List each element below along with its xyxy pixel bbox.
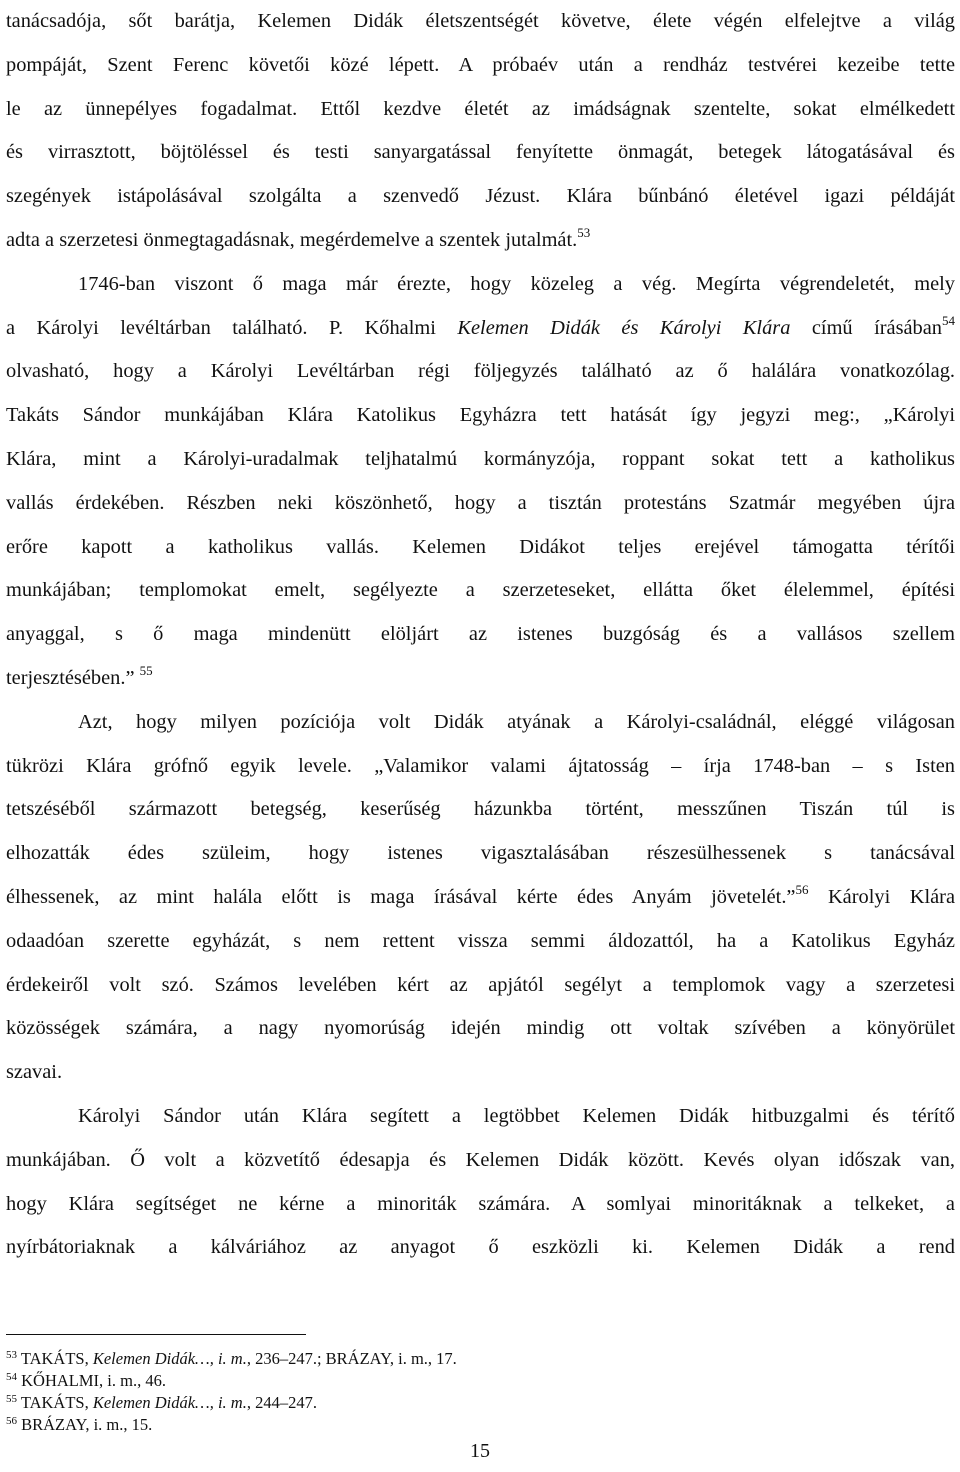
text-line: tetszéséből származott betegség, keserűség házunkba történt, messzűnen Tiszán túl is bbox=[6, 798, 955, 821]
text-line: Takáts Sándor munkájában Klára Katolikus Egyházra tett hatását így jegyzi meg:, „Károlyi bbox=[6, 404, 955, 427]
text-line: terjesztésében.” $^{55}$ bbox=[6, 662, 153, 689]
footnote: $^{53}$ TAKÁTS, Kelemen Didák…, i. m., 236–247.; BRÁZAY, i. m., 17. bbox=[6, 1349, 457, 1368]
footnote-ref: 54 bbox=[942, 312, 955, 328]
text-line: munkájában. Ő volt a közvetítő édesapja és Kelemen Didák között. Kevés olyan időszak van, bbox=[6, 1148, 955, 1171]
text-line: és virrasztott, böjtöléssel és testi sanyargatással fenyítette önmagát, betegek látogatásával és bbox=[6, 141, 955, 164]
text-line: pompáját, Szent Ferenc követői közé lépett. A próbaév után a rendház testvérei kezeibe tette bbox=[6, 53, 955, 76]
text-line: vallás érdekében. Részben neki köszönhető, hogy a tisztán protestáns Szatmár megyében újra bbox=[6, 491, 955, 514]
text-line: Klára, mint a Károlyi-uradalmak teljhatalmú kormányzója, roppant sokat tett a katholikus bbox=[6, 447, 955, 470]
page-number: 15 bbox=[470, 1440, 490, 1462]
footnote: $^{55}$ TAKÁTS, Kelemen Didák…, i. m., 244–247. bbox=[6, 1393, 317, 1412]
footnote: $^{54}$ KŐHALMI, i. m., 46. bbox=[6, 1371, 166, 1390]
footnote: $^{56}$ BRÁZAY, i. m., 15. bbox=[6, 1415, 153, 1434]
body-text bbox=[6, 0, 955, 1270]
footnote-ref: 56 bbox=[795, 881, 809, 897]
text-line: olvasható, hogy a Károlyi Levéltárban régi följegyzés található az ő halálára vonatkozólag. bbox=[6, 360, 955, 383]
text-line: adta a szerzetesi önmegtagadásnak, megérdemelve a szentek jutalmát.$^{53}$ bbox=[6, 224, 591, 251]
text-line: tükrözi Klára grófnő egyik levele. „Valamikor valami ájtatosság – írja 1748-ban – s Isten bbox=[6, 754, 955, 777]
text-line: közösségek számára, a nagy nyomorúság idején mindig ott voltak szívében a könyörület bbox=[6, 1017, 955, 1040]
text-line: tanácsadója, sőt barátja, Kelemen Didák életszentségét követve, élete végén elfelejtve a világ bbox=[6, 10, 955, 32]
text-line: le az ünnepélyes fogadalmat. Ettől kezdve életét az imádságnak szentelte, sokat elmélkedett bbox=[6, 97, 955, 120]
text-line: 1746-ban viszont ő maga már érezte, hogy közeleg a vég. Megírta végrendeletét, mely bbox=[78, 272, 955, 295]
text-line: anyaggal, s ő maga mindenütt elöljárt az istenes buzgóság és a vallásos szellem bbox=[6, 623, 955, 646]
text-line: érdekeiről volt szó. Számos levelében kért az apjától segélyt a templomok vagy a szerzetesi bbox=[6, 973, 955, 996]
text-line: a Károlyi levéltárban található. P. Kőhalmi Kelemen Didák és Károlyi Klára című írásában$^{54}$ bbox=[6, 312, 955, 339]
text-line: élhessenek, az mint halála előtt is maga írásával kérte édes Anyám jövetelét.”$^{56}$ Károlyi Klára bbox=[6, 881, 956, 908]
text-line: odaadóan szerette egyházát, s nem rettent vissza semmi áldozattól, ha a Katolikus Egyház bbox=[6, 929, 955, 952]
text-line: szavai. bbox=[6, 1061, 63, 1084]
text-line: elhozatták édes szüleim, hogy istenes vigasztalásában részesülhessenek s tanácsával bbox=[6, 842, 955, 865]
text-line: erőre kapott a katholikus vallás. Kelemen Didákot teljes erejével támogatta térítői bbox=[6, 535, 955, 558]
text-line: nyírbátoriaknak a kálváriához az anyagot ő eszközli ki. Kelemen Didák a rend bbox=[6, 1236, 955, 1259]
text-line: Azt, hogy milyen pozíciója volt Didák atyának a Károlyi-családnál, eléggé világosan bbox=[78, 710, 955, 733]
text-line: hogy Klára segítséget ne kérne a minoriták számára. A somlyai minoritáknak a telkeket, a bbox=[6, 1192, 955, 1215]
text-line: szegények istápolásával szolgálta a szenvedő Jézust. Klára bűnbánó életével igazi példáját bbox=[6, 185, 955, 208]
footnote-separator bbox=[6, 1334, 306, 1335]
text-line: Károlyi Sándor után Klára segített a legtöbbet Kelemen Didák hitbuzgalmi és térítő bbox=[78, 1104, 955, 1127]
footnotes bbox=[6, 1348, 606, 1436]
text-line: munkájában; templomokat emelt, segélyezte a szerzeteseket, ellátta őket élelemmel, építési bbox=[6, 579, 955, 602]
footnote-ref: 53 bbox=[577, 224, 591, 240]
footnote-ref: 55 bbox=[139, 662, 153, 678]
